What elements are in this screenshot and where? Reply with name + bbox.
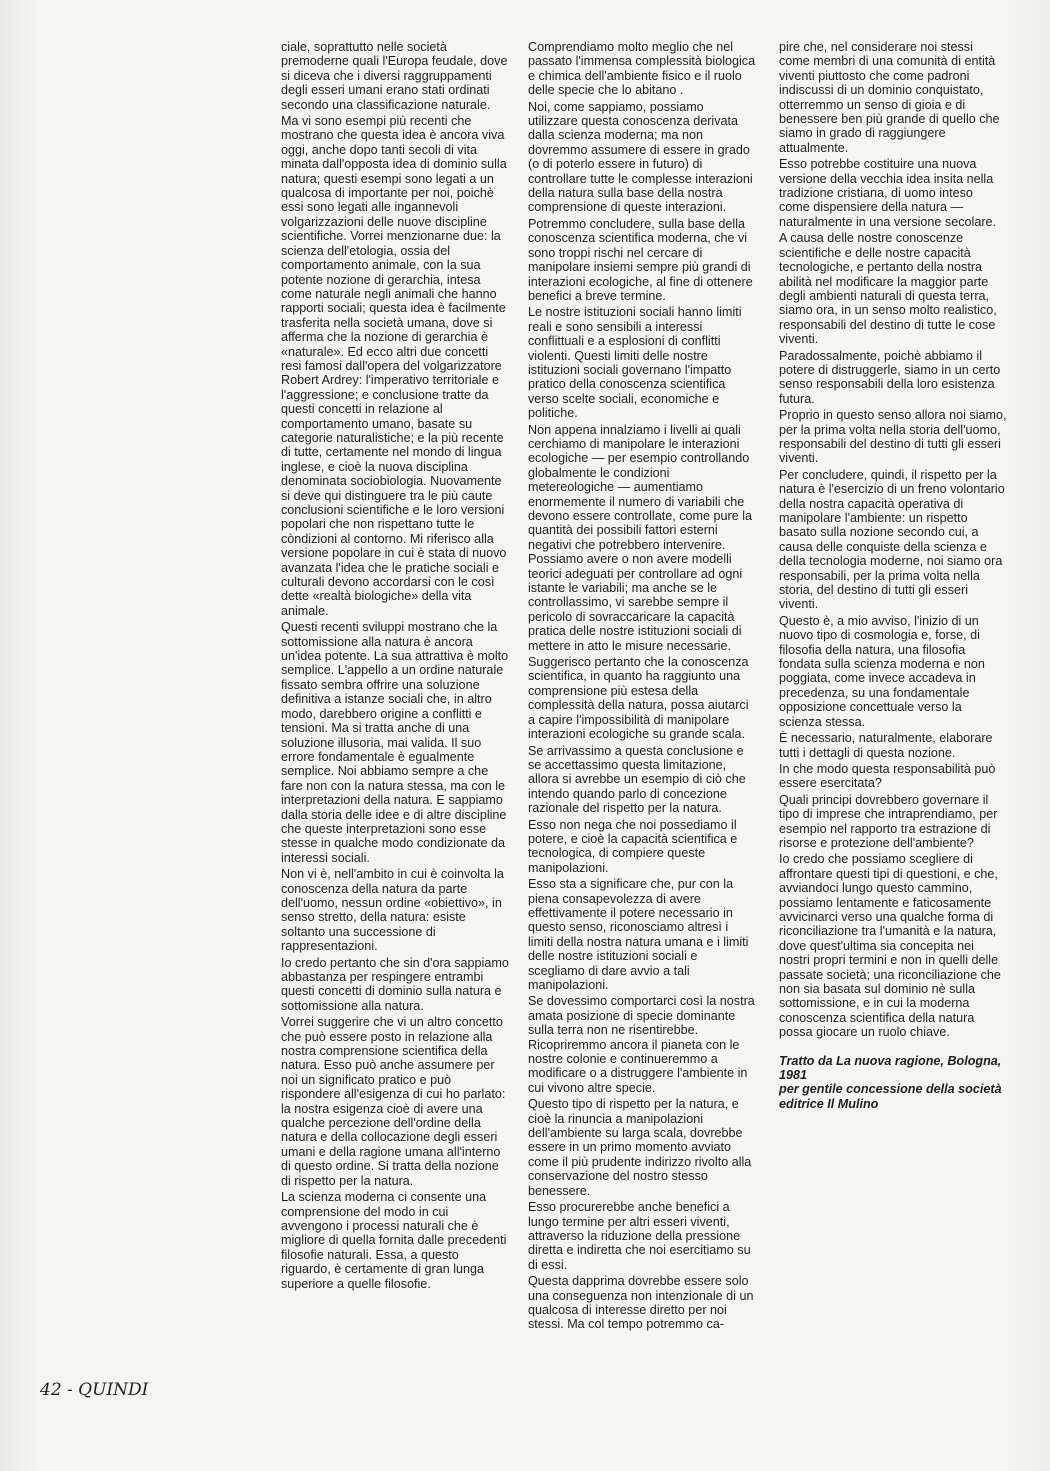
text-column-1 xyxy=(281,40,509,1293)
paragraph: Comprendiamo molto meglio che nel passato l'immensa complessità biologica e chimica dell'ambiente fisico e il ruolo delle specie che lo abitano . xyxy=(528,40,756,98)
paragraph: ciale, soprattutto nelle società premoderne quali l'Europa feudale, dove si diceva che i diversi raggruppamenti degli esseri umani erano stati ordinati secondo una classificazione naturale. xyxy=(281,40,508,112)
paragraph: Le nostre istituzioni sociali hanno limiti reali e sono sensibili a interessi conflittuali e a esplosioni di conflitti violenti. Questi limiti delle nostre istituzioni sociali governano l'impatto pratico della conoscenza scientifica verso scelte sociali, economiche e politiche. xyxy=(528,305,742,421)
paragraph: Questo è, a mio avviso, l'inizio di un nuovo tipo di cosmologia e, forse, di filosofia della natura, una filosofia fondata sulla scienza moderna e non poggiata, come invece accadeva in precedenza, su una fondamentale opposizione concettuale verso la scienza stessa. xyxy=(779,613,985,729)
page-footer: 42 - QUINDI xyxy=(40,1380,149,1400)
paragraph: Non vi è, nell'ambito in cui è coinvolta la conoscenza della natura da parte dell'uomo, nessun ordine «obiettivo», in senso stretto, della natura: esiste soltanto una successione di rappresentazioni. xyxy=(281,867,504,954)
paragraph: Ma vi sono esempi più recenti che mostrano che questa idea è ancora viva oggi, anche dopo tanti secoli di vita minata dall'opposta idea di dominio sulla natura; questi esempi sono legati a un qualcosa di importante per noi, poichè essi sono legati alle ingannevoli volgarizzazioni delle nuove discipline scientifiche. Vorrei menzionarne due: la scienza dell'etologia, ossia del comportamento animale, con la sua potente nozione di gerarchia, intesa come naturale negli animali che hanno rapporti sociali; questa idea è facilmente trasferita nella società umana, dove si afferma che la nozione di gerarchia è «naturale». Ed ecco altri due concetti resi famosi dall'opera del volgarizzatore Robert Ardrey: l'imperativo territoriale e l'aggressione; e conclusione tratte da questi concetti in relazione al comportamento umano, basate su categorie naturalistiche; e la più recente di tutte, certamente nel mondo di lingua inglese, e cioè la nuova disciplina denominata sociobiologia. Nuovamente si deve qui distinguere tra le più caute conclusioni scientifiche e le loro versioni popolari che non rispettano tutte le còndizioni al contorno. Mi riferisco alla versione popolare in cui è stata di nuovo avanzata l'idea che le pratiche sociali e culturali devono accordarsi con le così dette «realtà biologiche» della vita animale. xyxy=(281,114,507,618)
paragraph: Questo tipo di rispetto per la natura, e cioè la rinuncia a manipolazioni dell'ambiente su larga scala, dovrebbe essere in un primo momento avviato come il più prudente indirizzo rivolto alla conservazione del nostro stesso benessere. xyxy=(528,1097,752,1198)
source-credit xyxy=(779,1054,1007,1112)
paragraph: Proprio in questo senso allora noi siamo, per la prima volta nella storia dell'uomo, responsabili del destino di tutti gli esseri viventi. xyxy=(779,408,1007,466)
paragraph: Esso sta a significare che, pur con la piena consapevolezza di avere effettivamente il potere necessario in questo senso, riconosciamo altresì i limiti della nostra natura umana e i limiti delle nostre istituzioni sociali e scegliamo di dare avvio a tali manipolazioni. xyxy=(528,877,749,992)
paragraph: Per concludere, quindi, il rispetto per la natura è l'esercizio di un freno volontario della nostra capacità operativa di manipolare l'ambiente: un rispetto basato sulla nozione secondo cui, a causa delle conquiste della scienza e della tecnologia moderne, noi siamo ora responsabili, per la prima volta nella storia, del destino di tutti gli esseri viventi. xyxy=(779,467,1005,612)
paragraph: Paradossalmente, poichè abbiamo il potere di distruggerle, siamo in un certo senso responsabili della loro esistenza futura. xyxy=(779,348,1001,406)
paragraph: Noi, come sappiamo, possiamo utilizzare questa conoscenza derivata dalla scienza moderna; ma non dovremmo assumere di essere in grado (o di poterlo essere in futuro) di controllare tutte le complesse interazioni della natura sulla base della nostra comprensione di queste interazioni. xyxy=(528,99,753,215)
paragraph: Questa dapprima dovrebbe essere solo una conseguenza non intenzionale di un qualcosa di interesse diretto per noi stessi. Ma col tempo potremmo ca- xyxy=(528,1274,754,1332)
paragraph: Suggerisco pertanto che la conoscenza scientifica, in quanto ha raggiunto una comprensione più estesa della complessità della natura, possa aiutarci a capire l'impossibilità di manipolare interazioni ecologiche su grande scala. xyxy=(528,655,749,742)
paragraph: A causa delle nostre conoscenze scientifiche e delle nostre capacità tecnologiche, e pertanto della nostra abilità nel modificare la maggior parte degli ambienti naturali di questa terra, siamo ora, in un senso molto realistico, responsabili del destino di tutte le cose viventi. xyxy=(779,231,997,347)
paragraph: La scienza moderna ci consente una comprensione del modo in cui avvengono i processi naturali che è migliore di quella fornita dalle precedenti filosofie naturali. Essa, a questo riguardo, è certamente di gran lunga superiore a quelle filosofie. xyxy=(281,1190,507,1291)
paragraph: Esso potrebbe costituire una nuova versione della vecchia idea insita nella tradizione cristiana, di uomo inteso come dispensiere della natura — naturalmente in una versione secolare. xyxy=(779,157,997,229)
paragraph: Questi recenti sviluppi mostrano che la sottomissione alla natura è ancora un'idea potente. La sua attrattiva è molto semplice. L'appello a un ordine naturale fissato sembra offrire una soluzione definitiva a istanze sociali che, in altro modo, darebbero origine a conflitti e tensioni. Ma si tratta anche di una soluzione illusoria, mai valida. Il suo errore fondamentale è egualmente semplice. Noi abbiamo sempre a che fare non con la natura stessa, ma con le interpretazioni della natura. E sappiamo dalla storia delle idee e di altre discipline che queste interpretazioni sono esse stesse in qualche modo condizionate da interessi sociali. xyxy=(281,620,509,865)
paragraph: In che modo questa responsabilità può essere esercitata? xyxy=(779,761,996,791)
paragraph: Esso non nega che noi possediamo il potere, e cioè la capacità scientifica e tecnologica, di compiere queste manipolazioni. xyxy=(528,817,738,875)
paragraph: Se arrivassimo a questa conclusione e se accettassimo questa limitazione, allora si avrebbe un esempio di ciò che intendo quando parlo di concezione razionale del rispetto per la natura. xyxy=(528,743,746,816)
text-column-2 xyxy=(528,40,756,1334)
paragraph: Io credo che possiamo scegliere di affrontare questi tipi di questioni, e che, avviandoci lungo questo cammino, possiamo lentamente e faticosamente avvicinarci verso una qualche forma di riconciliazione tra l'umanità e la natura, dove quest'ultima sia concepita nei nostri propri termini e non in quelli delle passate società; una riconciliazione che non sia basata sul dominio nè sulla sottomissione, e in cui la moderna conoscenza scientifica della natura possa giocare un ruolo chiave. xyxy=(779,852,1001,1040)
text-column-3 xyxy=(779,40,1007,1113)
paragraph: È necessario, naturalmente, elaborare tutti i dettagli di questa nozione. xyxy=(779,731,993,760)
paragraph: Vorrei suggerire che vi un altro concetto che può essere posto in relazione alla nostra comprensione scientifica della natura. Esso può anche assumere per noi un significato pratico e può rispondere all'esigenza di cui ho parlato: la nostra esigenza cioè di avere una qualche percezione dell'ordine della natura e della collocazione degli esseri umani e della ragione umana all'interno di questo ordine. Si tratta della nozione di rispetto per la natura. xyxy=(281,1015,506,1188)
source-line: Tratto da La nuova ragione, Bologna, 1981 xyxy=(779,1053,1002,1083)
source-line: per gentile concessione della società editrice Il Mulino xyxy=(779,1082,1002,1111)
paragraph: pire che, nel considerare noi stessi come membri di una comunità di entità viventi piuttosto che come padroni indiscussi di un dominio conquistato, otterremmo un senso di gioia e di benessere ben più grande di quello che siamo in grado di raggiungere attualmente. xyxy=(779,40,1000,155)
paragraph: Se dovessimo comportarci così la nostra amata posizione di specie dominante sulla terra non ne risentirebbe. Ricopriremmo ancora il pianeta con le nostre colonie e continueremmo a modificare o a distruggere l'ambiente in cui vivono altre specie. xyxy=(528,994,755,1095)
show-through-background xyxy=(130,190,170,329)
paragraph: Quali principi dovrebbero governare il tipo di imprese che intraprendiamo, per esempio nel rapporto tra estrazione di risorse e protezione dell'ambiente? xyxy=(779,792,998,850)
paragraph: Esso procurerebbe anche benefici a lungo termine per altri esseri viventi, attraverso la riduzione della pressione diretta e indiretta che noi esercitiamo su di essi. xyxy=(528,1200,751,1272)
paragraph: Potremmo concludere, sulla base della conoscenza scientifica moderna, che vi sono troppi rischi nel cercare di manipolare insiemi sempre più grandi di interazioni ecologiche, al fine di ottenere benefici a breve termine. xyxy=(528,216,753,303)
paragraph: Non appena innalziamo i livelli ai quali cerchiamo di manipolare le interazioni ecologiche — per esempio controllando globalmente le condizioni metereologiche — aumentiamo enormemente il numero di variabili che devono essere controllate, come pure la quantità dei possibili fattori esterni negativi che potrebbero intervenire. Possiamo avere o non avere modelli teorici adeguati per controllare ad ogni istante le variabili; ma anche se le controllassimo, vi sarebbe sempre il pericolo di sovraccaricare la capacità pratica delle nostre istituzioni sociali di mettere in atto le misure necessarie. xyxy=(528,422,753,653)
paragraph: Io credo pertanto che sin d'ora sappiamo abbastanza per respingere entrambi questi concetti di dominio sulla natura e sottomissione alla natura. xyxy=(281,955,509,1013)
